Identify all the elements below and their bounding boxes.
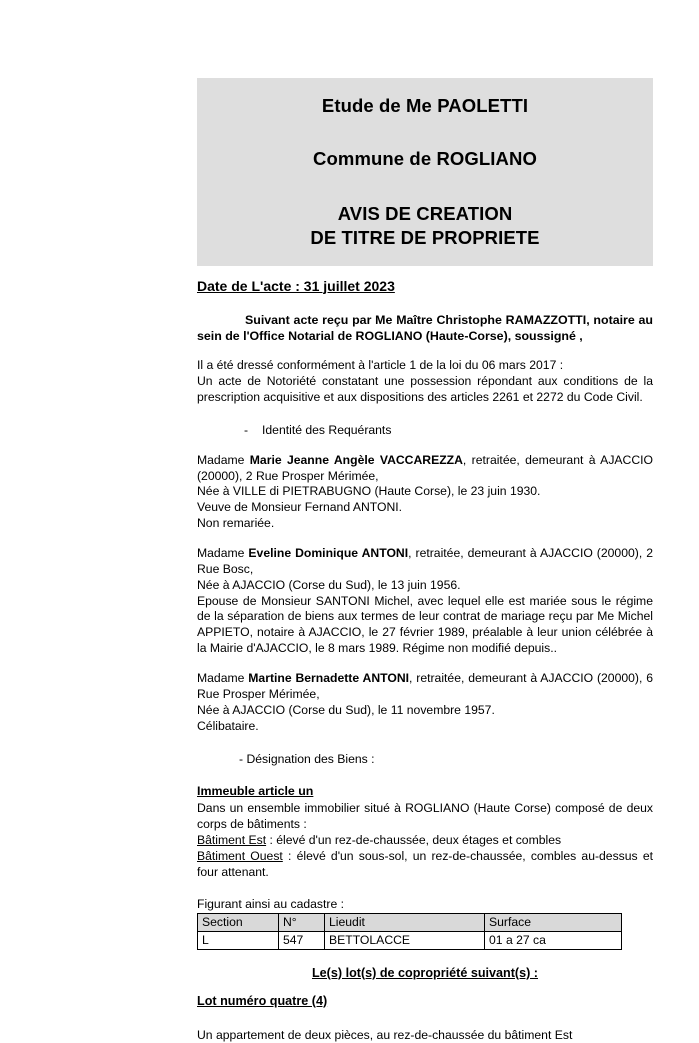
requerant-1-prefix: Madame — [197, 452, 250, 467]
header-title-commune: Commune de ROGLIANO — [313, 148, 537, 170]
requerant-2-identity — [197, 546, 653, 578]
header-title-avis-line1: AVIS DE CREATION — [337, 203, 513, 225]
lot-title-wrapper — [197, 980, 653, 1010]
requerant-2-rest: , retraitée, demeurant à AJACCIO (20000), 2 Rue Bosc, — [197, 545, 653, 576]
requerant-3-prefix: Madame — [197, 671, 249, 685]
identity-bullet — [197, 423, 653, 439]
document-header-banner — [197, 78, 653, 266]
cadastre-cell-numero: 547 — [279, 931, 325, 949]
requerant-1-birth: Née à VILLE di PIETRABUGNO (Haute Corse), le 23 juin 1930. — [197, 484, 541, 499]
batiment-ouest-rest: : élevé d'un sous-sol, un rez-de-chaussée, combles au-dessus et four attenant. — [197, 848, 654, 879]
immeuble-intro: Dans un ensemble immobilier situé à ROGLIANO (Haute Corse) composé de deux corps de bâtiments : — [197, 801, 653, 832]
requerant-2-birth: Née à AJACCIO (Corse du Sud), le 13 juin 1956. — [197, 577, 461, 592]
intro-paragraph: Suivant acte reçu par Me Maître Christophe RAMAZZOTTI, notaire au sein de l'Office Notarial de ROGLIANO (Haute-Corse), soussigné , — [197, 312, 653, 343]
requerant-3-rest: , retraitée, demeurant à AJACCIO (20000), 6 Rue Prosper Mérimée, — [197, 671, 653, 701]
immeuble-heading: Immeuble article un — [197, 784, 314, 799]
legal-basis-line2: Un acte de Notoriété constatant une possession répondant aux conditions de la prescription acquisitive et aux dispositions des articles 2261 et 2272 du Code Civil. — [197, 374, 653, 404]
act-date: Date de L'acte : 31 juillet 2023 — [197, 277, 395, 294]
cadastre-cell-lieudit: BETTOLACCE — [325, 931, 485, 949]
cadastre-header-row — [198, 913, 622, 931]
requerant-2-prefix: Madame — [197, 545, 249, 560]
cadastre-col-section: Section — [198, 913, 279, 931]
requerant-2-name: Eveline Dominique ANTONI — [248, 545, 409, 560]
batiment-est-rest: : élevé d'un rez-de-chaussée, deux étages et combles — [266, 833, 562, 848]
requerant-3-birth: Née à AJACCIO (Corse du Sud), le 11 novembre 1957. — [197, 702, 495, 717]
immeuble-heading-wrapper — [197, 768, 653, 800]
header-title-etude: Etude de Me PAOLETTI — [321, 95, 529, 116]
requerant-3-identity — [197, 671, 653, 703]
cadastre-caption: Figurant ainsi au cadastre : — [197, 896, 345, 911]
requerant-1-name: Marie Jeanne Angèle VACCAREZZA — [249, 452, 463, 467]
batiment-ouest-label: Bâtiment Ouest — [197, 848, 283, 863]
cadastre-col-surface: Surface — [485, 913, 622, 931]
cadastre-col-lieudit: Lieudit — [325, 913, 485, 931]
lots-heading — [197, 966, 653, 980]
requerant-1-rest: , retraitée, demeurant à AJACCIO (20000), 2 Rue Prosper Mérimée, — [197, 452, 654, 483]
lots-heading-text: Le(s) lot(s) de copropriété suivant(s) : — [311, 965, 538, 980]
lot-number-title: Lot numéro quatre (4) — [197, 993, 328, 1008]
requerant-1-status-2: Non remariée. — [197, 516, 275, 531]
requerant-2-status-1: Epouse de Monsieur SANTONI Michel, avec lequel elle est mariée sous le régime de la séparation de biens aux termes de leur contrat de mariage reçu par Me Michel APPIETO, notaire à AJACCIO, le 27 février 1989, préalable à leur union célébrée à la Mairie d'AJACCIO, le 8 mars 1989. Régime non modifié depuis.. — [197, 593, 653, 656]
requerant-1-status-1: Veuve de Monsieur Fernand ANTONI. — [197, 500, 403, 515]
date-line-wrapper — [197, 266, 653, 296]
lot-description: Un appartement de deux pièces, au rez-de-chaussée du bâtiment Est — [197, 1027, 573, 1042]
bullet-dash-icon: - — [244, 422, 249, 437]
batiment-est-label: Bâtiment Est — [197, 833, 267, 848]
requerant-3-name: Martine Bernadette ANTONI — [248, 671, 410, 685]
cadastre-cell-surface: 01 a 27 ca — [485, 931, 622, 949]
header-title-avis-line2: DE TITRE DE PROPRIETE — [310, 227, 540, 249]
requerant-3-status-1: Célibataire. — [197, 718, 259, 733]
cadastre-table — [197, 913, 622, 950]
document-content — [197, 78, 653, 1043]
batiment-ouest-line — [197, 849, 653, 881]
cadastre-col-numero: N° — [279, 913, 325, 931]
identity-bullet-label: Identité des Requérants — [262, 422, 392, 437]
designation-biens-line: - Désignation des Biens : — [239, 752, 375, 767]
table-row — [198, 931, 622, 949]
requerant-1-identity — [197, 453, 653, 485]
legal-basis-line1: Il a été dressé conformément à l'article 1 de la loi du 06 mars 2017 : — [197, 358, 564, 373]
batiment-est-line — [197, 833, 653, 849]
cadastre-cell-section: L — [198, 931, 279, 949]
